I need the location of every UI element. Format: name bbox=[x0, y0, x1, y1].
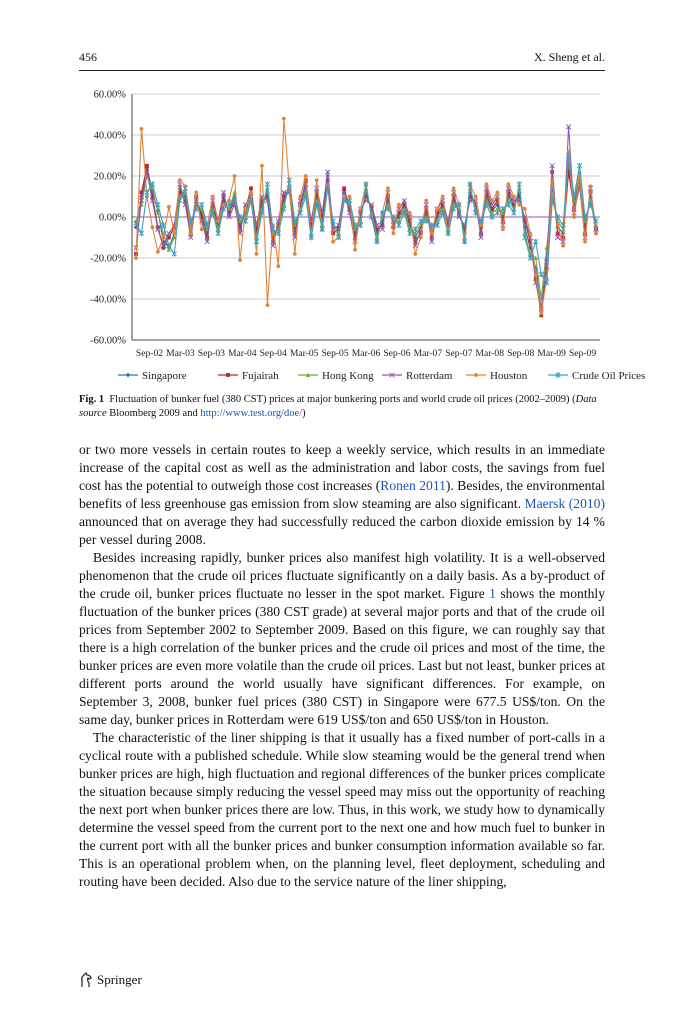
data-point bbox=[512, 195, 516, 199]
p1-text-a: or two more vessels in certain routes to keep a weekly service, which results in an immediate increase of the capital cost as well as the administration and labor costs, the savings from fuel cost has the potential to outweigh those cost increases ( bbox=[79, 442, 605, 493]
data-point bbox=[452, 186, 456, 190]
data-point bbox=[391, 232, 395, 236]
running-authors: X. Sheng et al. bbox=[534, 50, 605, 64]
y-tick-label: -40.00% bbox=[90, 294, 126, 306]
data-point bbox=[413, 252, 417, 256]
data-point bbox=[528, 232, 532, 236]
data-point bbox=[315, 178, 319, 182]
data-point bbox=[550, 178, 554, 182]
caption-close: ) bbox=[302, 408, 306, 419]
data-point bbox=[151, 225, 155, 229]
caption-text: Fluctuation of bunker fuel (380 CST) prices at major bunkering ports and world crude oil prices (2002–2009) ( bbox=[109, 394, 576, 405]
data-point bbox=[517, 203, 521, 207]
data-point bbox=[255, 252, 259, 256]
data-point bbox=[397, 222, 402, 228]
data-point bbox=[172, 251, 177, 257]
y-tick-label: 20.00% bbox=[93, 171, 126, 183]
data-point bbox=[359, 207, 363, 211]
data-point bbox=[413, 226, 418, 232]
data-point bbox=[265, 181, 270, 187]
data-point bbox=[249, 186, 253, 190]
data-point bbox=[501, 227, 505, 231]
data-point bbox=[534, 273, 538, 277]
data-point bbox=[293, 252, 297, 256]
data-point bbox=[178, 178, 182, 182]
data-point bbox=[189, 232, 193, 236]
data-point bbox=[506, 182, 510, 186]
data-point bbox=[495, 210, 500, 216]
data-point bbox=[561, 244, 565, 248]
x-tick-label: Sep-09 bbox=[568, 348, 597, 359]
x-tick-label: Sep-04 bbox=[259, 348, 287, 359]
data-point bbox=[556, 223, 560, 227]
data-point bbox=[408, 211, 412, 215]
data-point bbox=[589, 184, 593, 188]
data-point bbox=[539, 311, 543, 315]
publisher-name: Springer bbox=[97, 972, 142, 987]
y-tick-label: 0.00% bbox=[98, 212, 126, 224]
data-point bbox=[474, 373, 478, 377]
data-point bbox=[139, 231, 144, 237]
data-point bbox=[523, 207, 527, 211]
data-point bbox=[282, 117, 286, 121]
p2-text-b: shows the monthly fluctuation of the bunker prices (380 CST grade) at several major ports and that of the crude oil prices from September 2002 to September 2009. Based on this figure, we can roughly say that there is a high correlation of the bunker prices and the crude oil prices and most of the time, the bunker prices are even more volatile than the crude oil prices. Last but not least, bunker prices at different ports around the world usually have significant differences. For example, on September 3, 2008, bunker fuel prices (380 CST) in Singapore were 677.5 US$/ton. On the same day, bunker prices in Rotterdam were 619 US$/ton and 650 US$/ton in Houston. bbox=[79, 586, 606, 727]
data-point bbox=[496, 191, 500, 195]
data-point bbox=[266, 303, 270, 307]
data-point bbox=[353, 248, 357, 252]
x-tick-label: Sep-08 bbox=[507, 348, 535, 359]
y-tick-label: -60.00% bbox=[90, 335, 126, 347]
y-tick-label: -20.00% bbox=[90, 253, 126, 265]
data-point bbox=[199, 202, 204, 208]
data-point bbox=[260, 164, 264, 168]
x-tick-label: Sep-02 bbox=[135, 348, 164, 359]
caption-source-label: Data source bbox=[79, 394, 597, 419]
paragraph-2 bbox=[79, 549, 605, 729]
data-point bbox=[233, 174, 237, 178]
legend-label: Rotterdam bbox=[406, 370, 453, 382]
data-point bbox=[244, 207, 248, 211]
legend-label: Fujairah bbox=[242, 370, 279, 382]
p2-text-a: Besides increasing rapidly, bunker prices also manifest high volatility. It is a well-observed phenomenon that the crude oil prices fluctuate significantly on a daily basis. As a by-product of the crude oil, bunker prices fluctuate no lesser in the spot market. Figure bbox=[79, 550, 605, 601]
data-point bbox=[226, 373, 230, 377]
header-rule bbox=[79, 70, 605, 71]
x-tick-label: Mar-08 bbox=[475, 348, 505, 359]
ref-figure-1-link[interactable]: 1 bbox=[489, 586, 496, 601]
paragraph-3: The characteristic of the liner shipping is that it usually has a fixed number of port-calls in a cyclical route with a published schedule. While slow steaming would be the general trend when bunker prices are high, high fluctuation and regional differences of the bunker prices complicate the situation because simply reducing the vessel speed may miss out the opportunity of reaching the next port when bunker prices there are low. Thus, in this work, we study how to dynamically determine the vessel speed from the current port to the next one and how much fuel to bunker in the current port with all the bunker prices and bunker consumption information available so far. This is an operational problem when, on the planning level, fleet deployment, scheduling and routing have been decided. Also due to the service nature of the liner shipping, bbox=[79, 730, 605, 889]
data-point bbox=[397, 203, 401, 207]
legend-label: Singapore bbox=[142, 370, 187, 382]
data-point bbox=[145, 190, 150, 196]
legend-label: Crude Oil Prices bbox=[572, 370, 646, 382]
legend-label: Hong Kong bbox=[322, 370, 374, 382]
data-point bbox=[134, 256, 138, 260]
data-point bbox=[474, 195, 478, 199]
x-tick-label: Mar-04 bbox=[227, 348, 257, 359]
x-tick-label: Mar-09 bbox=[537, 348, 566, 359]
data-point bbox=[517, 181, 522, 187]
data-point bbox=[298, 195, 302, 199]
data-point bbox=[211, 195, 215, 199]
data-point bbox=[408, 231, 413, 237]
data-point bbox=[304, 174, 308, 178]
legend-item bbox=[466, 370, 528, 382]
data-point bbox=[386, 186, 390, 190]
data-point bbox=[156, 250, 160, 254]
data-point bbox=[342, 186, 346, 190]
x-tick-label: Sep-07 bbox=[445, 348, 473, 359]
data-point bbox=[172, 232, 176, 236]
data-point bbox=[583, 240, 587, 244]
data-point bbox=[490, 199, 494, 203]
data-point bbox=[140, 127, 144, 131]
data-point bbox=[238, 258, 242, 262]
x-tick-label: Sep-03 bbox=[197, 348, 225, 359]
data-point bbox=[145, 164, 149, 168]
data-point bbox=[441, 195, 445, 199]
p1-text-b: ). Besides, the environmental benefits of less greenhouse gas emission from slow steaming are also significant. bbox=[79, 478, 605, 511]
ref-maersk-link[interactable]: Maersk (2010) bbox=[524, 496, 605, 511]
legend-item bbox=[218, 370, 279, 382]
data-point bbox=[424, 199, 428, 203]
data-point bbox=[539, 272, 544, 278]
x-tick-label: Mar-05 bbox=[289, 348, 319, 359]
data-point bbox=[216, 219, 220, 223]
x-tick-label: Sep-05 bbox=[321, 348, 349, 359]
data-point bbox=[485, 182, 489, 186]
legend-item bbox=[118, 370, 187, 382]
caption-url-link[interactable]: http://www.test.org/doe/ bbox=[200, 408, 303, 419]
legend-item bbox=[382, 370, 453, 382]
data-point bbox=[572, 215, 576, 219]
data-point bbox=[435, 207, 439, 211]
x-tick-label: Sep-06 bbox=[383, 348, 411, 359]
data-point bbox=[216, 231, 221, 237]
data-point bbox=[161, 222, 166, 228]
data-point bbox=[161, 236, 165, 240]
data-point bbox=[183, 185, 188, 191]
x-tick-label: Mar-03 bbox=[166, 348, 195, 359]
legend-label: Houston bbox=[490, 370, 528, 382]
data-point bbox=[594, 232, 598, 236]
data-point bbox=[577, 163, 582, 169]
data-point bbox=[512, 210, 517, 216]
page-number: 456 bbox=[79, 50, 97, 64]
data-point bbox=[331, 240, 335, 244]
paragraph-1 bbox=[79, 441, 605, 549]
data-point bbox=[167, 205, 171, 209]
page-footer bbox=[79, 972, 142, 988]
caption-source-text: Bloomberg 2009 and bbox=[106, 408, 201, 419]
x-tick-label: Mar-07 bbox=[413, 348, 443, 359]
data-point bbox=[287, 177, 292, 183]
data-point bbox=[276, 264, 280, 268]
figure-label: Fig. 1 bbox=[79, 394, 105, 405]
legend-item bbox=[548, 370, 645, 382]
p1-text-c: announced that on average they had successfully reduced the carbon dioxide emission by 14 % per vessel during 2008. bbox=[79, 514, 605, 547]
body-text bbox=[79, 441, 605, 891]
ref-ronen-link[interactable]: Ronen 2011 bbox=[380, 478, 446, 493]
springer-horse-icon bbox=[79, 972, 93, 988]
y-tick-label: 40.00% bbox=[93, 130, 126, 142]
data-point bbox=[194, 191, 198, 195]
data-point bbox=[533, 239, 538, 245]
y-tick-label: 60.00% bbox=[93, 89, 126, 101]
data-point bbox=[126, 373, 131, 378]
data-point bbox=[430, 232, 434, 236]
data-point bbox=[419, 236, 423, 240]
data-point bbox=[200, 227, 204, 231]
data-point bbox=[249, 191, 253, 195]
bunker-price-chart bbox=[66, 82, 646, 387]
figure-caption bbox=[79, 393, 605, 421]
x-tick-label: Mar-06 bbox=[351, 348, 381, 359]
legend-item bbox=[298, 370, 374, 382]
